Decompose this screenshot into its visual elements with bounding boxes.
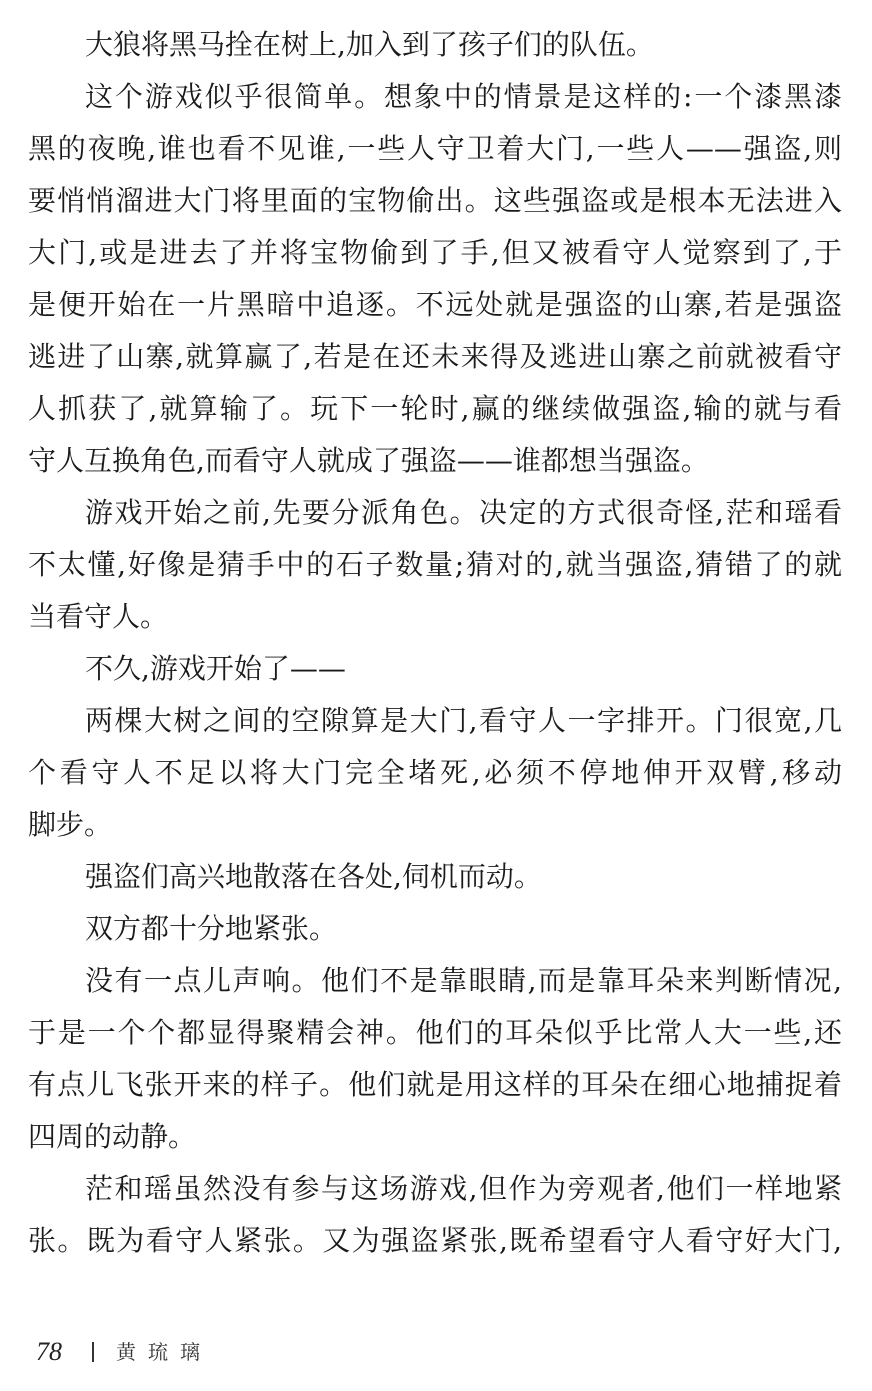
text-line: 大门,或是进去了并将宝物偷到了手,但又被看守人觉察到了,于 [28,236,842,269]
text-line: 两棵大树之间的空隙算是大门,看守人一字排开。门很宽,几 [85,704,842,737]
text-line: 脚步。 [28,808,113,841]
footer-divider [92,1342,94,1362]
text-line: 是便开始在一片黑暗中追逐。不远处就是强盗的山寨,若是强盗 [28,288,842,321]
text-line: 这个游戏似乎很简单。想象中的情景是这样的:一个漆黑漆 [85,80,842,113]
text-line: 不太懂,好像是猜手中的石子数量;猜对的,就当强盗,猜错了的就 [28,548,842,581]
text-line: 有点儿飞张开来的样子。他们就是用这样的耳朵在细心地捕捉着 [28,1068,842,1101]
text-line: 黑的夜晚,谁也看不见谁,一些人守卫着大门,一些人——强盗,则 [28,132,842,165]
text-line: 大狼将黑马拴在树上,加入到了孩子们的队伍。 [85,28,654,61]
text-line: 游戏开始之前,先要分派角色。决定的方式很奇怪,茫和瑶看 [85,496,842,529]
page-footer [36,1334,212,1370]
text-line: 张。既为看守人紧张。又为强盗紧张,既希望看守人看守好大门, [28,1224,842,1257]
footer-author: 黄琉璃 [116,1340,212,1364]
text-line: 于是一个个都显得聚精会神。他们的耳朵似乎比常人大一些,还 [28,1016,842,1049]
text-line: 个看守人不足以将大门完全堵死,必须不停地伸开双臂,移动 [28,756,842,789]
text-line: 当看守人。 [28,600,169,633]
text-line: 茫和瑶虽然没有参与这场游戏,但作为旁观者,他们一样地紧 [85,1172,842,1205]
text-line: 强盗们高兴地散落在各处,伺机而动。 [85,860,542,893]
page-number: 78 [36,1337,62,1366]
text-line: 人抓获了,就算输了。玩下一轮时,赢的继续做强盗,输的就与看 [28,392,842,425]
text-line: 要悄悄溜进大门将里面的宝物偷出。这些强盗或是根本无法进入 [28,184,842,217]
text-line: 四周的动静。 [28,1120,197,1153]
text-line: 双方都十分地紧张。 [85,912,338,945]
text-line: 没有一点儿声响。他们不是靠眼睛,而是靠耳朵来判断情况, [85,964,842,997]
text-line: 逃进了山寨,就算赢了,若是在还未来得及逃进山寨之前就被看守 [28,340,842,373]
text-line: 守人互换角色,而看守人就成了强盗——谁都想当强盗。 [28,444,709,477]
text-line: 不久,游戏开始了—— [85,652,346,685]
